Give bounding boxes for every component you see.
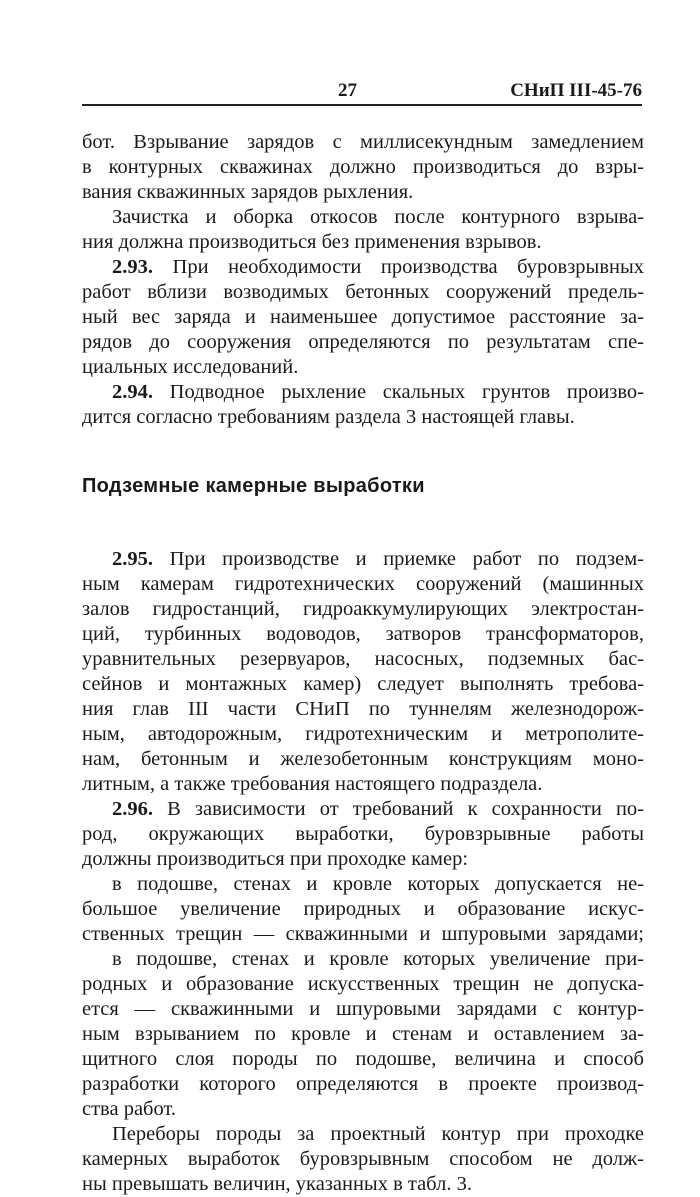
page-body [82,130,644,1197]
document-code: СНиП III-45-76 [510,80,642,101]
text-line: сейнов и монтажных камер) следует выполнять требова- [82,673,644,695]
text-line: циальных исследований. [82,356,299,378]
text-line: нам, бетонным и железобетонным конструкциям моно- [82,748,644,770]
text-line: ется — скважинными и шпуровыми зарядами с контур- [82,998,644,1020]
text-line: дится согласно требованиям раздела 3 настоящей главы. [82,406,575,428]
paragraph-2-95 [82,547,644,797]
text-line: в подошве, стенах и кровле которых увеличение при- [112,948,644,970]
paragraph-2-94 [82,380,644,430]
clause-text: При необходимости производства буровзрывных [153,256,644,278]
clause-text: При производстве и приемке работ по подзем- [153,548,644,570]
paragraph-case-1 [82,872,644,947]
section-heading: Подземные камерные выработки [82,475,425,497]
text-line: рядов до сооружения определяются по результатам спе- [82,331,644,353]
text-line: в контурных скважинах должно производиться до взры- [82,156,644,178]
text-line: вания скважинных зарядов рыхления. [82,181,414,203]
text-line: ций, турбинных водоводов, затворов трансформаторов, [82,623,644,645]
text-line [82,255,644,280]
paragraph-2-96 [82,797,644,872]
text-line: должны производиться при проходке камер: [82,848,469,870]
text-line: литным, а также требования настоящего подраздела. [82,773,543,795]
paragraph-case-2 [82,947,644,1122]
text-line: Переборы породы за проектный контур при проходке [112,1123,644,1145]
text-line: камерных выработок буровзрывным способом не долж- [82,1148,644,1170]
clause-text: Подводное рыхление скальных грунтов произво- [153,381,644,403]
text-line: ны превышать величин, указанных в табл. 3. [82,1173,472,1195]
text-line: род, окружающих выработки, буровзрывные работы [82,823,644,845]
text-line: щитного слоя породы по подошве, величина и способ [82,1048,644,1070]
clause-number: 2.95. [112,548,153,570]
text-line: разработки которого определяются в проекте производ- [82,1073,644,1095]
text-line: залов гидростанций, гидроаккумулирующих электростан- [82,598,644,620]
text-line: ния должна производиться без применения взрывов. [82,231,542,253]
clause-number: 2.93. [112,256,153,278]
clause-number: 2.96. [112,798,153,820]
text-line: уравнительных резервуаров, насосных, подземных бас- [82,648,644,670]
text-line: ный вес заряда и наименьшее допустимое расстояние за- [82,306,644,328]
text-line: в подошве, стенах и кровле которых допускается не- [112,873,644,895]
text-line: ния глав III части СНиП по туннелям железнодорож- [82,698,644,720]
text-line: бот. Взрывание зарядов с миллисекундным замедлением [82,131,644,153]
text-line [82,380,644,405]
clause-text: В зависимости от требований к сохранности по- [153,798,644,820]
paragraph-2-93 [82,255,644,380]
clause-number: 2.94. [112,381,153,403]
text-line: ным взрыванием по кровле и стенам и оставлением за- [82,1023,644,1045]
text-line: Зачистка и оборка откосов после контурного взрыва- [112,206,644,228]
text-line: работ вблизи возводимых бетонных сооружений предель- [82,281,644,303]
paragraph-slope-cleaning [82,205,644,255]
text-line: ства работ. [82,1098,176,1120]
text-line: ным, автодорожным, гидротехническим и метрополите- [82,723,644,745]
paragraph-continuation [82,130,644,205]
paragraph-overbreak [82,1122,644,1197]
page-number: 27 [338,80,357,101]
header-divider [82,104,642,106]
text-line: большое увеличение природных и образование искус- [82,898,644,920]
text-line [82,547,644,572]
text-line: родных и образование искусственных трещин не допуска- [82,973,644,995]
text-line: ным камерам гидротехнических сооружений (машинных [82,573,644,595]
text-line [82,797,644,822]
text-line: ственных трещин — скважинными и шпуровыми зарядами; [82,923,644,945]
